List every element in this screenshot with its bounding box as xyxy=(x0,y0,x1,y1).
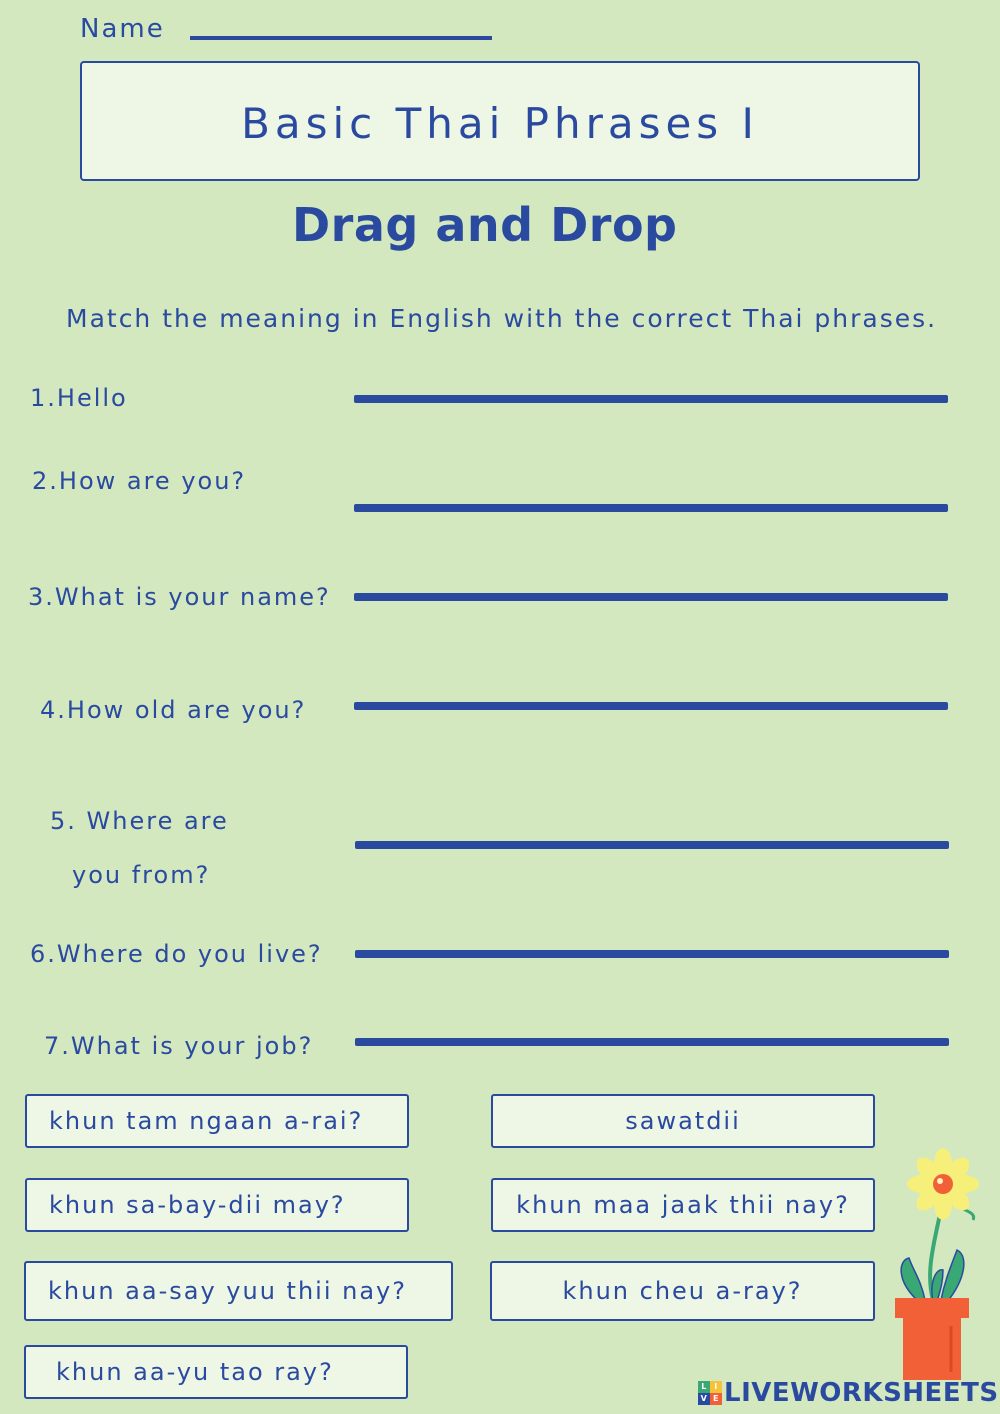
name-input-line[interactable] xyxy=(190,36,492,40)
worksheet-title: Basic Thai Phrases I xyxy=(241,99,759,148)
question-2: 2.How are you? xyxy=(32,467,247,495)
question-1: 1.Hello xyxy=(30,384,128,412)
answer-drop-zone-6[interactable] xyxy=(355,950,949,958)
instructions-text: Match the meaning in English with the correct Thai phrases. xyxy=(66,304,938,333)
option-chip-how-are-you[interactable]: khun sa-bay-dii may? xyxy=(25,1178,409,1232)
answer-drop-zone-2[interactable] xyxy=(354,504,948,512)
option-chip-where-from[interactable]: khun maa jaak thii nay? xyxy=(491,1178,875,1232)
option-chip-age[interactable]: khun aa-yu tao ray? xyxy=(24,1345,408,1399)
potted-flower-icon xyxy=(885,1140,995,1390)
option-chip-where-live[interactable]: khun aa-say yuu thii nay? xyxy=(24,1261,453,1321)
liveworksheets-logo: L I V E xyxy=(698,1381,722,1405)
brand-text: LIVEWORKSHEETS xyxy=(724,1378,999,1408)
question-5-line-2: you from? xyxy=(72,861,211,889)
option-chip-name[interactable]: khun cheu a-ray? xyxy=(490,1261,875,1321)
option-chip-job[interactable]: khun tam ngaan a-rai? xyxy=(25,1094,409,1148)
activity-subtitle: Drag and Drop xyxy=(292,198,678,252)
question-3: 3.What is your name? xyxy=(28,583,331,611)
liveworksheets-brand xyxy=(698,1378,999,1408)
answer-drop-zone-3[interactable] xyxy=(354,593,948,601)
question-5-line-1: 5. Where are xyxy=(50,807,229,835)
question-6: 6.Where do you live? xyxy=(30,940,323,968)
answer-drop-zone-7[interactable] xyxy=(355,1038,949,1046)
title-box xyxy=(80,61,920,181)
answer-drop-zone-1[interactable] xyxy=(354,395,948,403)
question-7: 7.What is your job? xyxy=(44,1032,314,1060)
answer-drop-zone-5[interactable] xyxy=(355,841,949,849)
option-chip-hello[interactable]: sawatdii xyxy=(491,1094,875,1148)
question-4: 4.How old are you? xyxy=(40,696,307,724)
name-label: Name xyxy=(80,14,165,44)
answer-drop-zone-4[interactable] xyxy=(354,702,948,710)
